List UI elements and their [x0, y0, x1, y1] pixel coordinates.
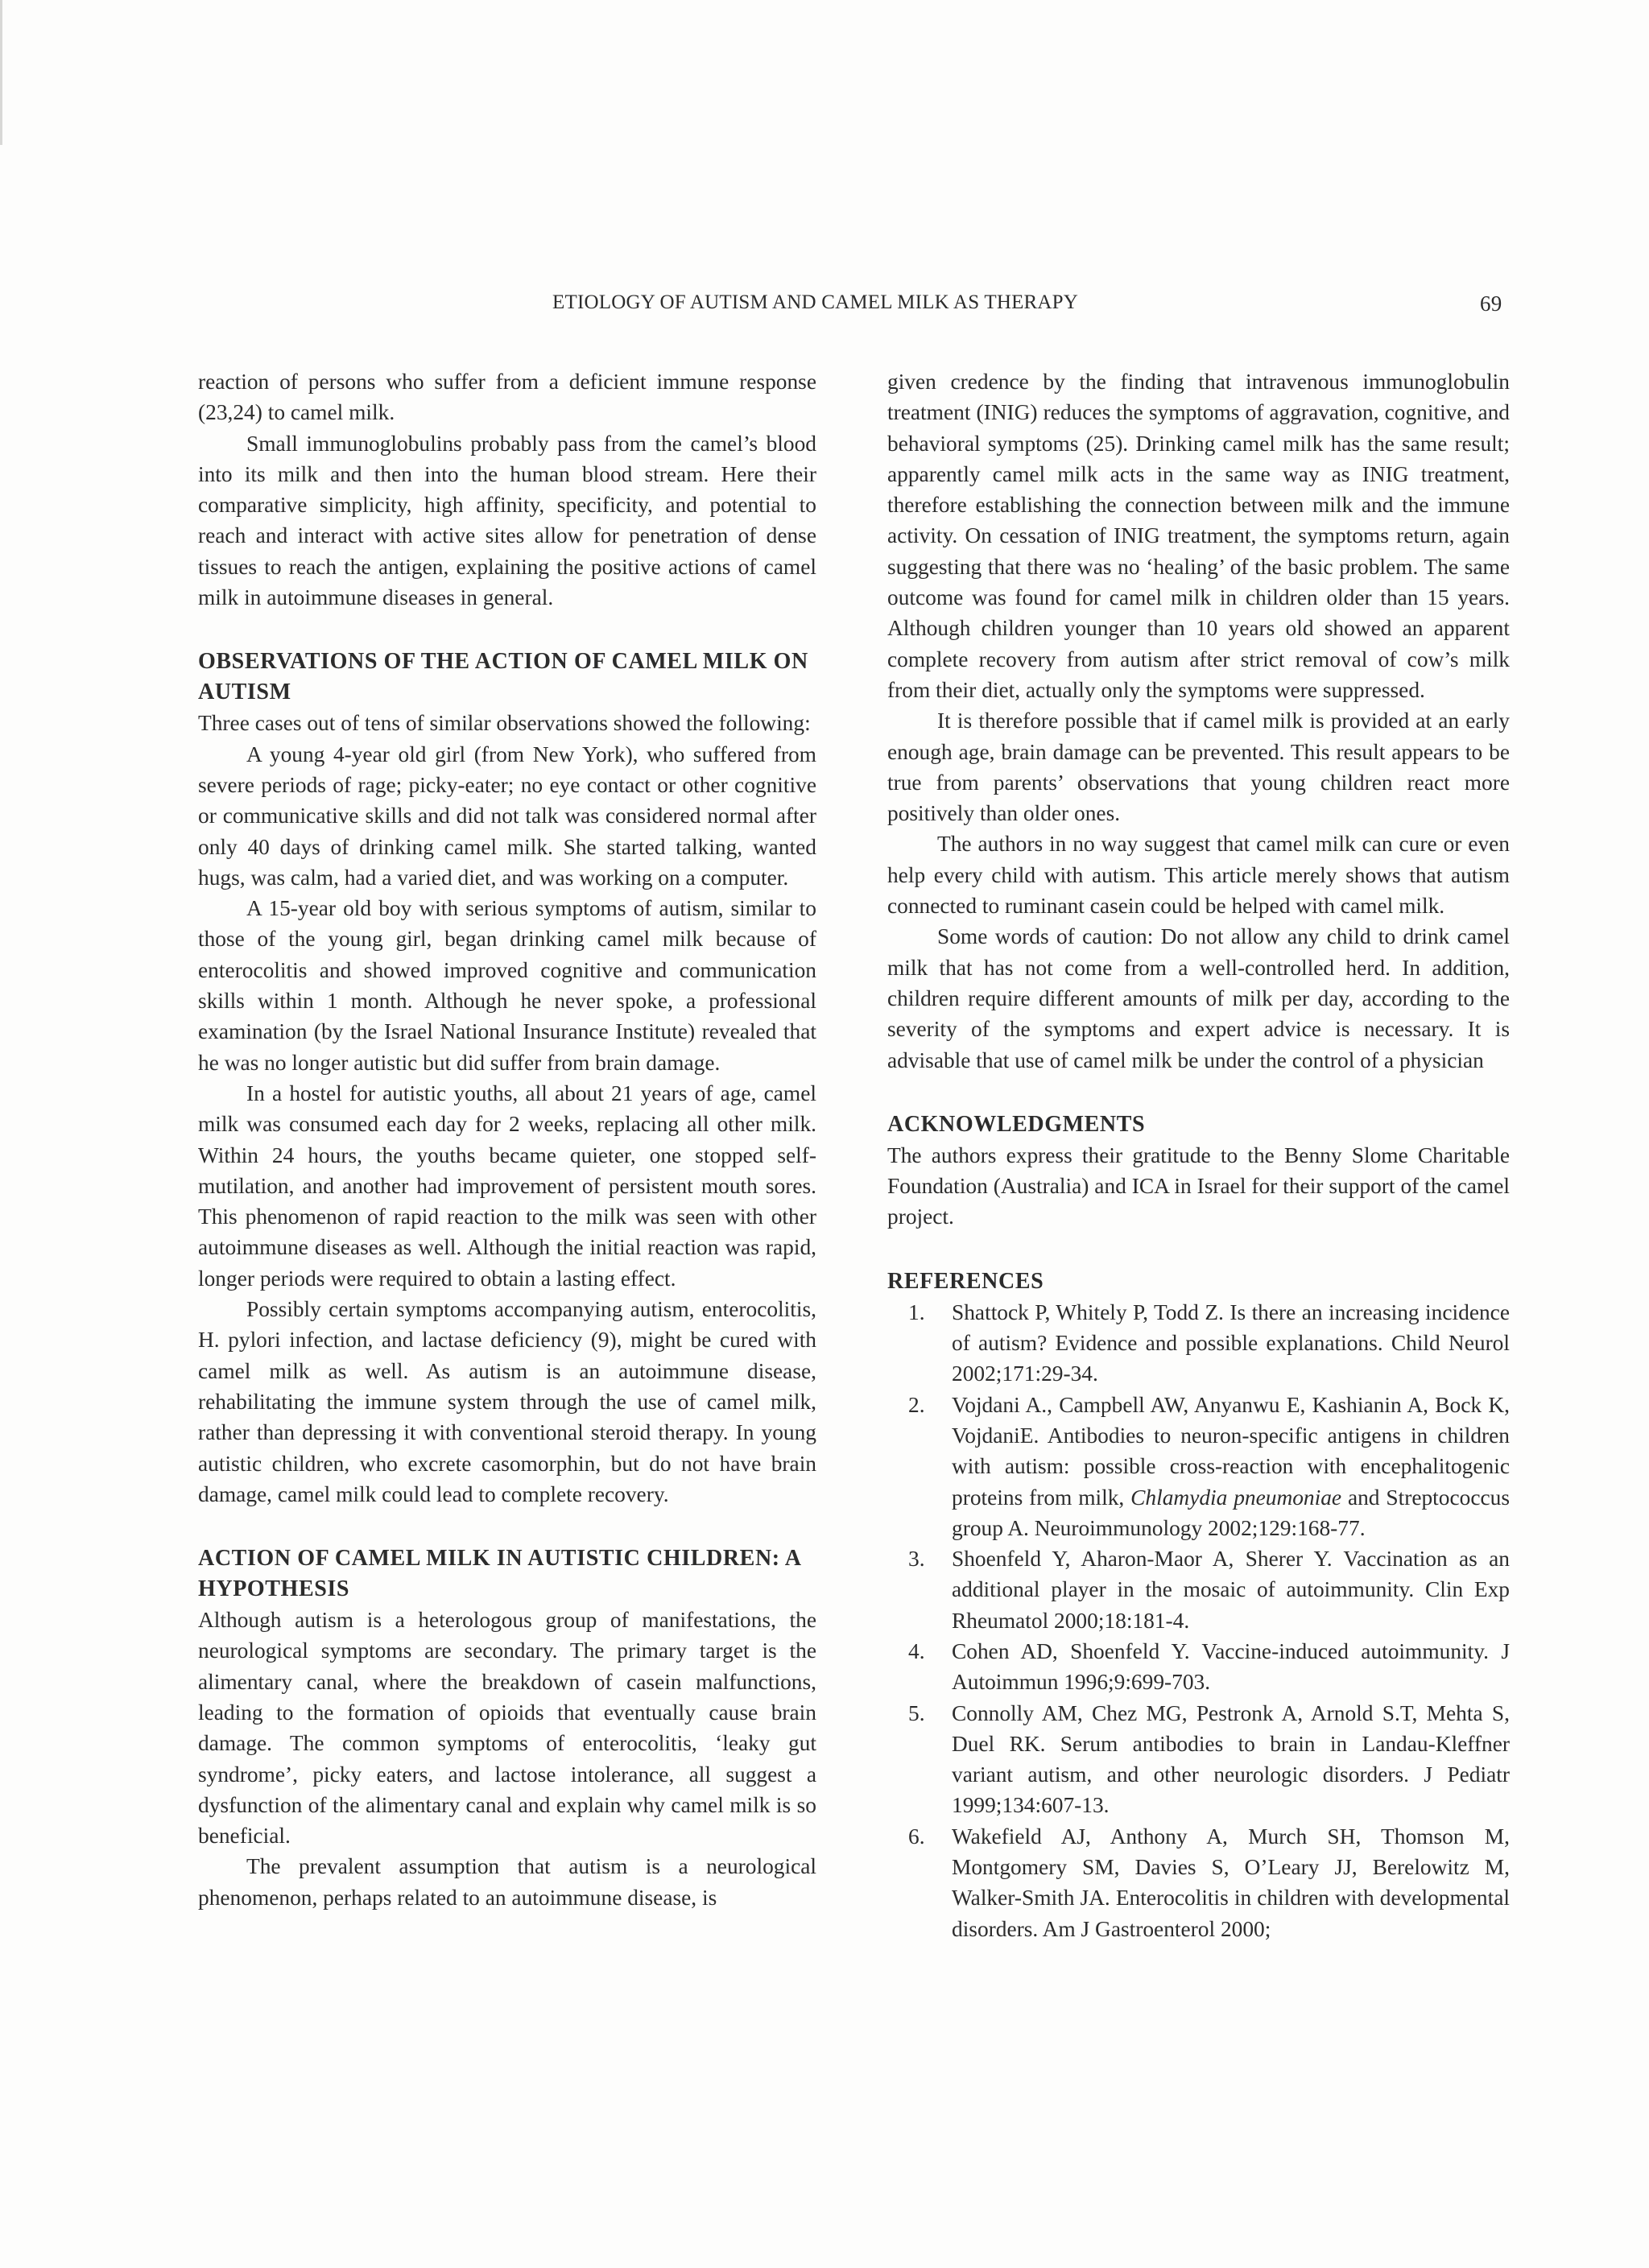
section-heading-action: ACTION OF CAMEL MILK IN AUTISTIC CHILDREN: A HYPOTHESIS	[198, 1546, 801, 1602]
paragraph: Some words of caution: Do not allow any child to drink camel milk that has not come from a well-controlled herd. In addition, children require different amounts of milk per day, according to the severity of the symptoms and expert advice is necessary. It is advisable that use of camel milk be under the control of a physician	[887, 924, 1510, 1072]
scan-page-edge	[0, 0, 2, 145]
running-title: ETIOLOGY OF AUTISM AND CAMEL MILK AS THERAPY	[552, 291, 1079, 313]
paragraph: Three cases out of tens of similar observations showed the following:	[198, 711, 811, 736]
paragraph: Possibly certain symptoms accompanying autism, enterocolitis, H. pylori infection, and lactase deficiency (9), might be cured with camel milk as well. As autism is an autoimmune disease, rehabilitating the immune system through the use of camel milk, rather than depressing it with conventional steroid therapy. In young autistic children, who excrete casomorphin, but do not have brain damage, camel milk could lead to complete recovery.	[198, 1297, 816, 1506]
section-heading-observations: OBSERVATIONS OF THE ACTION OF CAMEL MILK ON AUTISM	[198, 649, 808, 705]
species-name-italic: Chlamydia pneumoniae	[1130, 1485, 1342, 1510]
reference-text: Shoenfeld Y, Aharon-Maor A, Sherer Y. Vaccination as an additional player in the mosaic of autoimmunity. Clin Exp Rheumatol 2000;18:181-4.	[952, 1547, 1510, 1633]
reference-number: 4.	[908, 1638, 925, 1663]
reference-item	[887, 1698, 1510, 1821]
paragraph: reaction of persons who suffer from a deficient immune response (23,24) to camel milk.	[198, 370, 816, 425]
section-heading-references: REFERENCES	[887, 1268, 1044, 1294]
paragraph: In a hostel for autistic youths, all about 21 years of age, camel milk was consumed each day for 2 weeks, replacing all other milk. Within 24 hours, the youths became quieter, one stopped self-mutilation, and another had improvement of persistent mouth sores. This phenomenon of rapid reaction to the milk was seen with other autoimmune diseases as well. Although the initial reaction was rapid, longer periods were required to obtain a lasting effect.	[198, 1080, 816, 1291]
paragraph: given credence by the finding that intravenous immunoglobulin treatment (INIG) reduces the symptoms of aggravation, cognitive, and behavioral symptoms (25). Drinking camel milk has the same result; apparently camel milk acts in the same way as INIG treatment, therefore establishing the connection between milk and the immune activity. On cessation of INIG treatment, the symptoms return, again suggesting that there was no ‘healing’ of the basic problem. The same outcome was found for camel milk in children older than 15 years. Although children younger than 10 years old showed an apparent complete recovery from autism after strict removal of cow’s milk from their diet, actually only the symptoms were suppressed.	[887, 370, 1510, 702]
paragraph: A young 4-year old girl (from New York), who suffered from severe periods of rage; picky-eater; no eye contact or other cognitive or communicative skills and did not talk was considered normal after only 40 days of drinking camel milk. She started talking, wanted hugs, was calm, had a varied diet, and was working on a computer.	[198, 742, 816, 890]
paragraph: The authors in no way suggest that camel milk can cure or even help every child with autism. This article merely shows that autism connected to ruminant casein could be helped with camel milk.	[887, 832, 1510, 919]
reference-number: 6.	[908, 1824, 925, 1849]
reference-text: Connolly AM, Chez MG, Pestronk A, Arnold S.T, Mehta S, Duel RK. Serum antibodies to brain in Landau-Kleffner variant autism, and other neurologic disorders. J Pediatr 1999;134:607-13.	[952, 1700, 1510, 1818]
paragraph: A 15-year old boy with serious symptoms of autism, similar to those of the young girl, began drinking camel milk because of enterocolitis and showed improved cognitive and communication skills within 1 month. Although he never spoke, a professional examination (by the Israel National Insurance Institute) revealed that he was no longer autistic but did suffer from brain damage.	[198, 896, 816, 1075]
right-column	[887, 366, 1510, 1944]
paragraph: Although autism is a heterologous group of manifestations, the neurological symptoms are secondary. The primary target is the alimentary canal, where the breakdown of casein malfunctions, leading to the formation of opioids that eventually cause brain damage. The common symptoms of enterocolitis, ‘leaky gut syndrome’, picky eaters, and lactose intolerance, all suggest a dysfunction of the alimentary canal and explain why camel milk is so beneficial.	[198, 1608, 816, 1849]
reference-number: 1.	[908, 1299, 925, 1324]
reference-number: 5.	[908, 1700, 925, 1725]
acknowledgment-text: The authors express their gratitude to the Benny Slome Charitable Foundation (Australia) and ICA in Israel for their support of the camel project.	[887, 1142, 1510, 1229]
reference-item	[887, 1390, 1510, 1543]
reference-text-part: and Streptococcus group A. Neuroimmunology 2002;129:168-77.	[952, 1485, 1511, 1540]
page-number: 69	[1480, 291, 1502, 316]
reference-item	[887, 1821, 1510, 1944]
reference-item	[887, 1543, 1510, 1636]
reference-text	[952, 1390, 1510, 1543]
paragraph: Small immunoglobulins probably pass from the camel’s blood into its milk and then into the human blood stream. Here their comparative simplicity, high affinity, specificity, and potential to reach and interact with active sites allow for penetration of dense tissues to reach the antigen, explaining the positive actions of camel milk in autoimmune diseases in general.	[198, 431, 816, 610]
reference-number: 2.	[908, 1392, 925, 1417]
reference-list	[887, 1297, 1510, 1944]
left-column	[198, 366, 816, 1913]
section-heading-acknowledgments: ACKNOWLEDGMENTS	[887, 1111, 1146, 1137]
reference-text: Cohen AD, Shoenfeld Y. Vaccine-induced autoimmunity. J Autoimmun 1996;9:699-703.	[952, 1638, 1510, 1695]
reference-number: 3.	[908, 1547, 925, 1572]
paragraph: It is therefore possible that if camel milk is provided at an early enough age, brain damage can be prevented. This result appears to be true from parents’ observations that young children react more positively than older ones.	[887, 708, 1510, 826]
reference-item	[887, 1636, 1510, 1698]
reference-text: Shattock P, Whitely P, Todd Z. Is there an increasing incidence of autism? Evidence and possible explanations. Child Neurol 2002;171:29-34.	[952, 1299, 1510, 1386]
reference-text-part: Vojdani A., Campbell AW, Anyanwu E, Kashianin A, Bock K, VojdaniE. Antibodies to neuron-specific antigens in children with autism: possible cross-reaction with encephalitogenic proteins from milk,	[952, 1392, 1510, 1510]
paragraph: The prevalent assumption that autism is a neurological phenomenon, perhaps related to an autoimmune disease, is	[198, 1854, 816, 1910]
reference-text: Wakefield AJ, Anthony A, Murch SH, Thomson M, Montgomery SM, Davies S, O’Leary JJ, Berelowitz M, Walker-Smith JA. Enterocolitis in children with developmental disorders. Am J Gastroenterol 2000;	[952, 1824, 1510, 1941]
reference-item	[887, 1297, 1510, 1390]
